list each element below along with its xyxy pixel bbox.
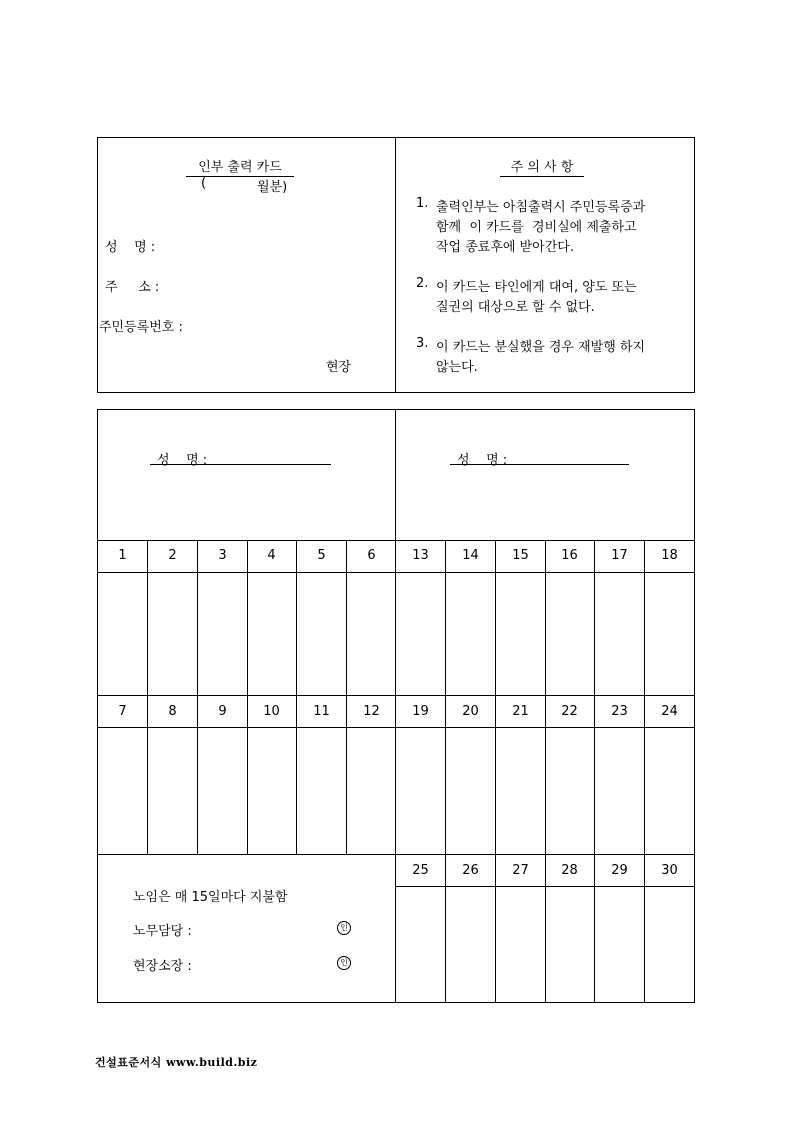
grid-line bbox=[495, 540, 496, 1003]
notice-item-1-line1: 출력인부는 아침출력시 주민등록증과 bbox=[436, 200, 646, 215]
grid-line bbox=[147, 540, 148, 854]
labor-manager-label: 노무담당 : bbox=[133, 924, 192, 939]
day-number: 28 bbox=[561, 863, 578, 878]
grid-line bbox=[97, 572, 695, 573]
grid-line bbox=[97, 727, 695, 728]
left-name-underline bbox=[150, 464, 331, 465]
notice-item-3-line1: 이 카드는 분실했을 경우 재발행 하지 bbox=[436, 340, 646, 355]
notice-title: 주 의 사 항 bbox=[500, 156, 584, 177]
notice-item-3-number: 3. bbox=[416, 336, 429, 351]
notice-item-2-number: 2. bbox=[416, 276, 429, 291]
left-name-label: 성 명 : bbox=[157, 453, 208, 468]
address-label: 주 소 : bbox=[105, 280, 160, 295]
notice-item-3-line2: 않는다. bbox=[436, 360, 478, 375]
day-number: 3 bbox=[218, 548, 227, 563]
grid-line bbox=[346, 540, 347, 854]
grid-line bbox=[594, 540, 595, 1003]
notice-item-1-line3: 작업 종료후에 받아간다. bbox=[436, 240, 574, 255]
day-number: 24 bbox=[661, 704, 678, 719]
day-number: 25 bbox=[412, 863, 429, 878]
day-number: 6 bbox=[367, 548, 376, 563]
notice-item-2-line2: 질권의 대상으로 할 수 없다. bbox=[436, 300, 595, 315]
site-label: 현장 bbox=[326, 360, 352, 375]
day-number: 12 bbox=[363, 704, 380, 719]
site-manager-label: 현장소장 : bbox=[133, 959, 192, 974]
day-number: 4 bbox=[267, 548, 276, 563]
day-number: 27 bbox=[512, 863, 529, 878]
day-number: 23 bbox=[611, 704, 628, 719]
day-number: 20 bbox=[462, 704, 479, 719]
notice-item-1-line2: 함께 이 카드를 경비실에 제출하고 bbox=[436, 220, 637, 235]
right-name-label: 성 명 : bbox=[457, 453, 508, 468]
month-open-paren: ( bbox=[201, 176, 207, 191]
day-number: 5 bbox=[317, 548, 326, 563]
month-label: 월분) bbox=[257, 180, 288, 195]
day-number: 13 bbox=[412, 548, 429, 563]
card-title: 인부 출력 카드 bbox=[186, 156, 294, 177]
day-number: 15 bbox=[512, 548, 529, 563]
day-number: 19 bbox=[412, 704, 429, 719]
day-number: 17 bbox=[611, 548, 628, 563]
right-name-underline bbox=[450, 464, 629, 465]
day-number: 30 bbox=[661, 863, 678, 878]
day-number: 14 bbox=[462, 548, 479, 563]
day-number: 16 bbox=[561, 548, 578, 563]
name-label: 성 명 : bbox=[105, 240, 156, 255]
grid-line bbox=[545, 540, 546, 1003]
day-number: 10 bbox=[263, 704, 280, 719]
grid-line bbox=[296, 540, 297, 854]
notice-item-2-line1: 이 카드는 타인에게 대여, 양도 또는 bbox=[436, 280, 637, 295]
grid-line bbox=[445, 540, 446, 1003]
notice-item-1-number: 1. bbox=[416, 196, 429, 211]
day-number: 7 bbox=[118, 704, 127, 719]
day-number: 26 bbox=[462, 863, 479, 878]
day-number: 8 bbox=[168, 704, 177, 719]
grid-line bbox=[197, 540, 198, 854]
grid-line bbox=[97, 695, 695, 696]
seal-icon: 인 bbox=[337, 956, 351, 970]
top-divider bbox=[395, 137, 396, 393]
day-number: 11 bbox=[313, 704, 330, 719]
day-number: 2 bbox=[168, 548, 177, 563]
day-number: 18 bbox=[661, 548, 678, 563]
payday-note: 노임은 매 15일마다 지불함 bbox=[133, 890, 288, 905]
seal-icon: 인 bbox=[337, 921, 351, 935]
footer-source: 건설표준서식 www.build.biz bbox=[95, 1056, 258, 1069]
day-number: 22 bbox=[561, 704, 578, 719]
grid-line bbox=[644, 540, 645, 1003]
grid-line bbox=[97, 854, 695, 855]
grid-line bbox=[97, 540, 695, 541]
day-number: 21 bbox=[512, 704, 529, 719]
resident-id-label: 주민등록번호 : bbox=[99, 320, 183, 335]
day-number: 1 bbox=[118, 548, 127, 563]
grid-line bbox=[247, 540, 248, 854]
day-number: 29 bbox=[611, 863, 628, 878]
day-number: 9 bbox=[218, 704, 227, 719]
